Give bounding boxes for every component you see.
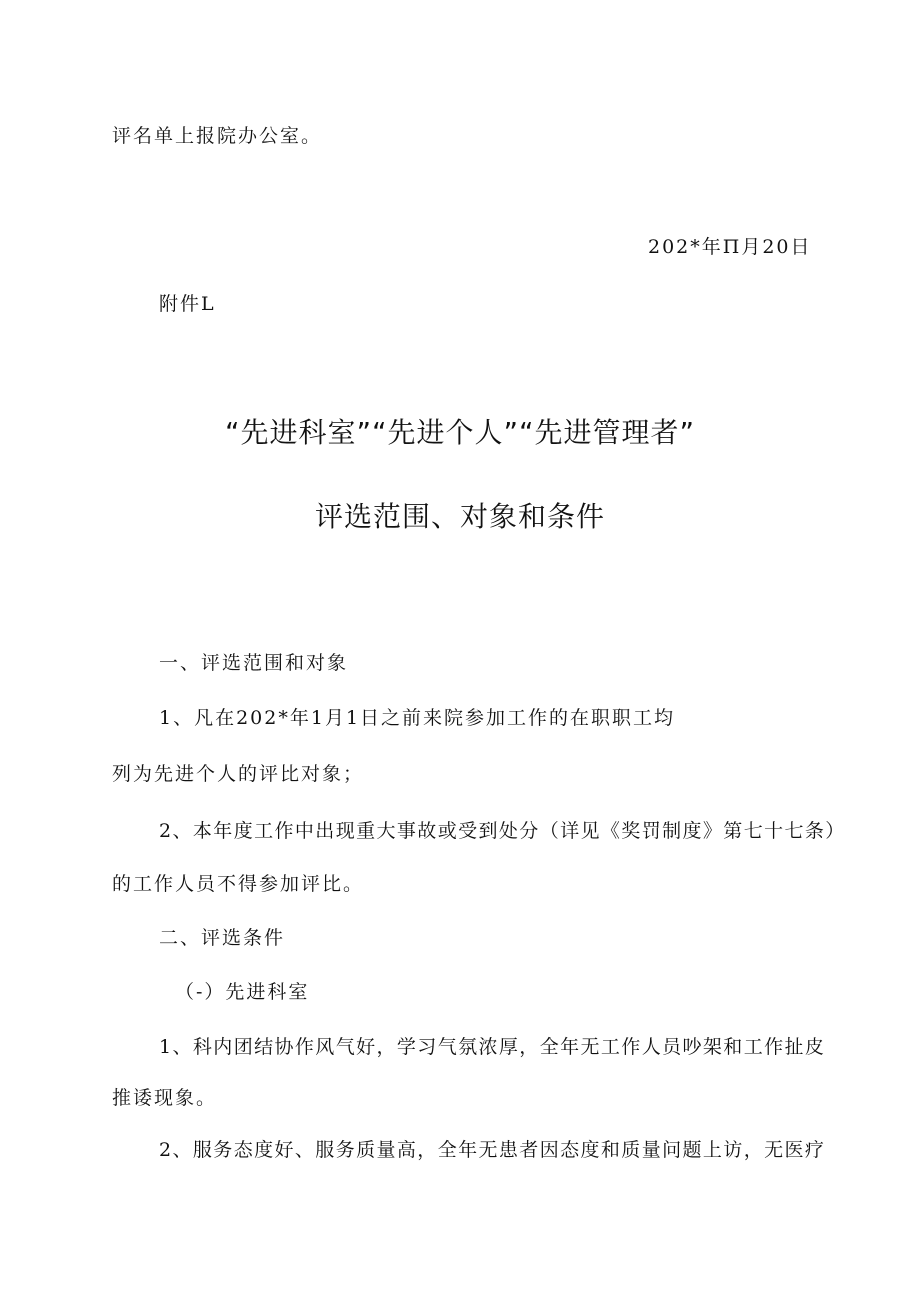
document-date: 202*年Π月20日 (648, 236, 812, 258)
item-2-line-1: 2、本年度工作中出现重大事故或受到处分（详见《奖罚制度》第七十七条） (159, 820, 846, 842)
item-1-line-2: 列为先进个人的评比对象； (112, 763, 365, 785)
section-2-heading: 二、评选条件 (159, 927, 286, 949)
title-line-2: 评选范围、对象和条件 (314, 500, 605, 533)
previous-page-tail: 评名单上报院办公室。 (112, 125, 323, 147)
condition-1-line-1: 1、科内团结协作风气好，学习气氛浓厚，全年无工作人员吵架和工作扯皮 (159, 1036, 826, 1058)
condition-1-line-2: 推诿现象。 (112, 1087, 218, 1109)
title-line-1: “先进科室”“先进个人”“先进管理者” (224, 416, 696, 449)
section-1-heading: 一、评选范围和对象 (159, 652, 349, 674)
item-2-line-2: 的工作人员不得参加评比。 (112, 873, 365, 895)
subsection-1-heading: （-）先进科室 (175, 981, 310, 1003)
item-1-line-1: 1、凡在202*年1月1日之前来院参加工作的在职职工均 (159, 707, 676, 729)
attachment-label: 附件L (159, 293, 216, 315)
condition-2-line-1: 2、服务态度好、服务质量高，全年无患者因态度和质量问题上访，无医疗 (159, 1139, 826, 1161)
